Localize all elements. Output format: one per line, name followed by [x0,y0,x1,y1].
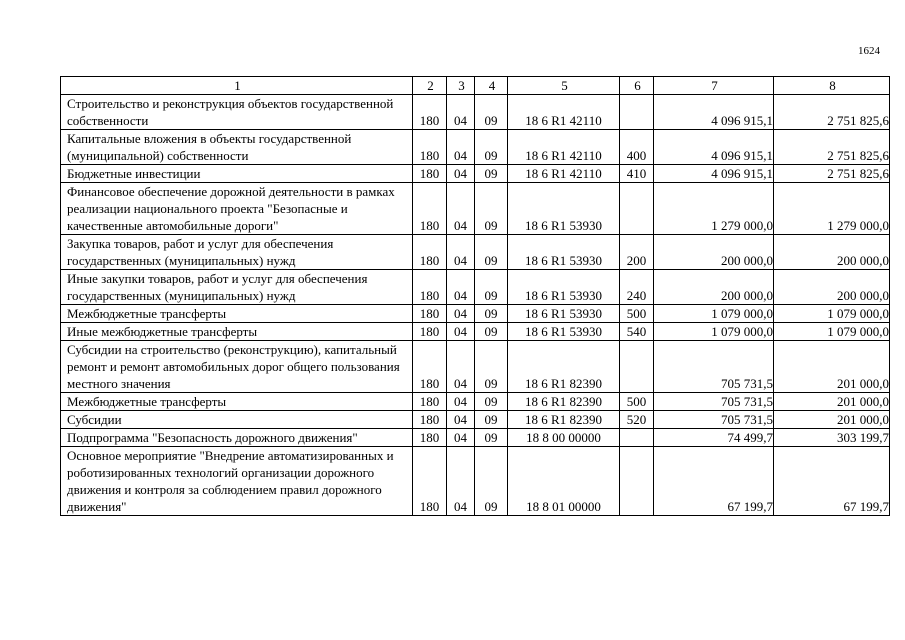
row-cell-6: 540 [620,323,654,341]
column-header: 6 [620,77,654,95]
column-header: 2 [413,77,447,95]
row-cell-8: 200 000,0 [774,270,890,305]
column-header: 4 [475,77,508,95]
row-cell-5: 18 6 R1 53930 [508,305,620,323]
row-cell-2: 180 [413,165,447,183]
row-cell-4: 09 [475,130,508,165]
row-cell-4: 09 [475,393,508,411]
row-cell-5: 18 8 01 00000 [508,447,620,516]
row-cell-2: 180 [413,95,447,130]
row-cell-8: 200 000,0 [774,235,890,270]
row-cell-8: 201 000,0 [774,393,890,411]
row-cell-6 [620,341,654,393]
row-cell-2: 180 [413,235,447,270]
table-row [61,323,890,341]
row-cell-7: 1 279 000,0 [654,183,774,235]
row-name-cell: Финансовое обеспечение дорожной деятельности в рамках реализации национального проекта "Безопасные и качественные автомобильные дороги" [61,183,413,235]
row-name-cell: Строительство и реконструкция объектов государственной собственности [61,95,413,130]
row-cell-4: 09 [475,341,508,393]
table-row [61,235,890,270]
row-cell-5: 18 6 R1 53930 [508,235,620,270]
table-row [61,341,890,393]
row-cell-2: 180 [413,393,447,411]
row-cell-4: 09 [475,270,508,305]
table-row [61,447,890,516]
table-row [61,165,890,183]
row-name-cell: Основное мероприятие "Внедрение автоматизированных и роботизированных технологий организации дорожного движения и контроля за соблюдением правил дорожного движения" [61,447,413,516]
row-cell-6: 400 [620,130,654,165]
row-cell-8: 201 000,0 [774,341,890,393]
row-name-cell: Межбюджетные трансферты [61,305,413,323]
row-cell-3: 04 [447,270,475,305]
row-cell-3: 04 [447,411,475,429]
row-cell-8: 201 000,0 [774,411,890,429]
row-cell-2: 180 [413,323,447,341]
row-cell-3: 04 [447,235,475,270]
column-header: 3 [447,77,475,95]
row-cell-6: 500 [620,393,654,411]
row-cell-7: 67 199,7 [654,447,774,516]
column-header: 1 [61,77,413,95]
row-cell-2: 180 [413,447,447,516]
row-name-cell: Капитальные вложения в объекты государственной (муниципальной) собственности [61,130,413,165]
row-cell-2: 180 [413,305,447,323]
column-header: 5 [508,77,620,95]
row-name-cell: Закупка товаров, работ и услуг для обеспечения государственных (муниципальных) нужд [61,235,413,270]
row-cell-7: 200 000,0 [654,235,774,270]
budget-table [60,76,890,516]
row-name-cell: Иные межбюджетные трансферты [61,323,413,341]
row-cell-4: 09 [475,323,508,341]
row-cell-3: 04 [447,183,475,235]
row-cell-6 [620,429,654,447]
row-cell-8: 1 079 000,0 [774,305,890,323]
row-cell-7: 4 096 915,1 [654,165,774,183]
row-cell-5: 18 6 R1 82390 [508,393,620,411]
table-row [61,305,890,323]
row-cell-6 [620,95,654,130]
row-cell-7: 4 096 915,1 [654,130,774,165]
row-cell-3: 04 [447,130,475,165]
row-cell-5: 18 6 R1 53930 [508,323,620,341]
row-cell-7: 705 731,5 [654,411,774,429]
row-cell-4: 09 [475,429,508,447]
row-cell-7: 74 499,7 [654,429,774,447]
row-cell-6: 410 [620,165,654,183]
row-cell-2: 180 [413,341,447,393]
row-cell-3: 04 [447,165,475,183]
row-name-cell: Иные закупки товаров, работ и услуг для обеспечения государственных (муниципальных) нужд [61,270,413,305]
table-row [61,411,890,429]
row-cell-6: 200 [620,235,654,270]
row-cell-8: 1 079 000,0 [774,323,890,341]
header-row [61,77,890,95]
column-header: 7 [654,77,774,95]
row-cell-2: 180 [413,270,447,305]
table-row [61,95,890,130]
table-row [61,183,890,235]
row-cell-6 [620,183,654,235]
row-cell-8: 303 199,7 [774,429,890,447]
row-cell-3: 04 [447,95,475,130]
row-cell-5: 18 6 R1 82390 [508,411,620,429]
row-cell-2: 180 [413,183,447,235]
table-body [61,77,890,516]
row-name-cell: Межбюджетные трансферты [61,393,413,411]
row-cell-6: 520 [620,411,654,429]
row-cell-5: 18 6 R1 42110 [508,95,620,130]
page-number: 1624 [858,45,880,57]
row-cell-6: 500 [620,305,654,323]
row-cell-2: 180 [413,411,447,429]
row-cell-2: 180 [413,130,447,165]
row-cell-8: 2 751 825,6 [774,95,890,130]
row-cell-8: 2 751 825,6 [774,130,890,165]
row-cell-7: 705 731,5 [654,341,774,393]
row-cell-8: 67 199,7 [774,447,890,516]
table-row [61,429,890,447]
table-row [61,270,890,305]
row-cell-4: 09 [475,411,508,429]
row-cell-3: 04 [447,393,475,411]
row-cell-3: 04 [447,447,475,516]
row-cell-4: 09 [475,305,508,323]
row-cell-5: 18 6 R1 82390 [508,341,620,393]
row-name-cell: Субсидии на строительство (реконструкцию), капитальный ремонт и ремонт автомобильных дорог общего пользования местного значения [61,341,413,393]
row-cell-4: 09 [475,235,508,270]
row-cell-4: 09 [475,95,508,130]
row-cell-5: 18 6 R1 53930 [508,183,620,235]
row-cell-7: 200 000,0 [654,270,774,305]
row-cell-8: 2 751 825,6 [774,165,890,183]
row-cell-5: 18 6 R1 42110 [508,165,620,183]
row-name-cell: Бюджетные инвестиции [61,165,413,183]
row-name-cell: Подпрограмма "Безопасность дорожного движения" [61,429,413,447]
row-cell-7: 705 731,5 [654,393,774,411]
row-cell-7: 1 079 000,0 [654,323,774,341]
table-row [61,393,890,411]
row-cell-3: 04 [447,305,475,323]
column-header: 8 [774,77,890,95]
row-cell-8: 1 279 000,0 [774,183,890,235]
row-cell-5: 18 6 R1 42110 [508,130,620,165]
row-cell-7: 1 079 000,0 [654,305,774,323]
row-cell-4: 09 [475,447,508,516]
row-cell-6 [620,447,654,516]
row-cell-3: 04 [447,323,475,341]
table-row [61,130,890,165]
row-cell-7: 4 096 915,1 [654,95,774,130]
row-name-cell: Субсидии [61,411,413,429]
row-cell-3: 04 [447,341,475,393]
row-cell-2: 180 [413,429,447,447]
row-cell-5: 18 6 R1 53930 [508,270,620,305]
row-cell-3: 04 [447,429,475,447]
row-cell-5: 18 8 00 00000 [508,429,620,447]
row-cell-6: 240 [620,270,654,305]
row-cell-4: 09 [475,165,508,183]
row-cell-4: 09 [475,183,508,235]
